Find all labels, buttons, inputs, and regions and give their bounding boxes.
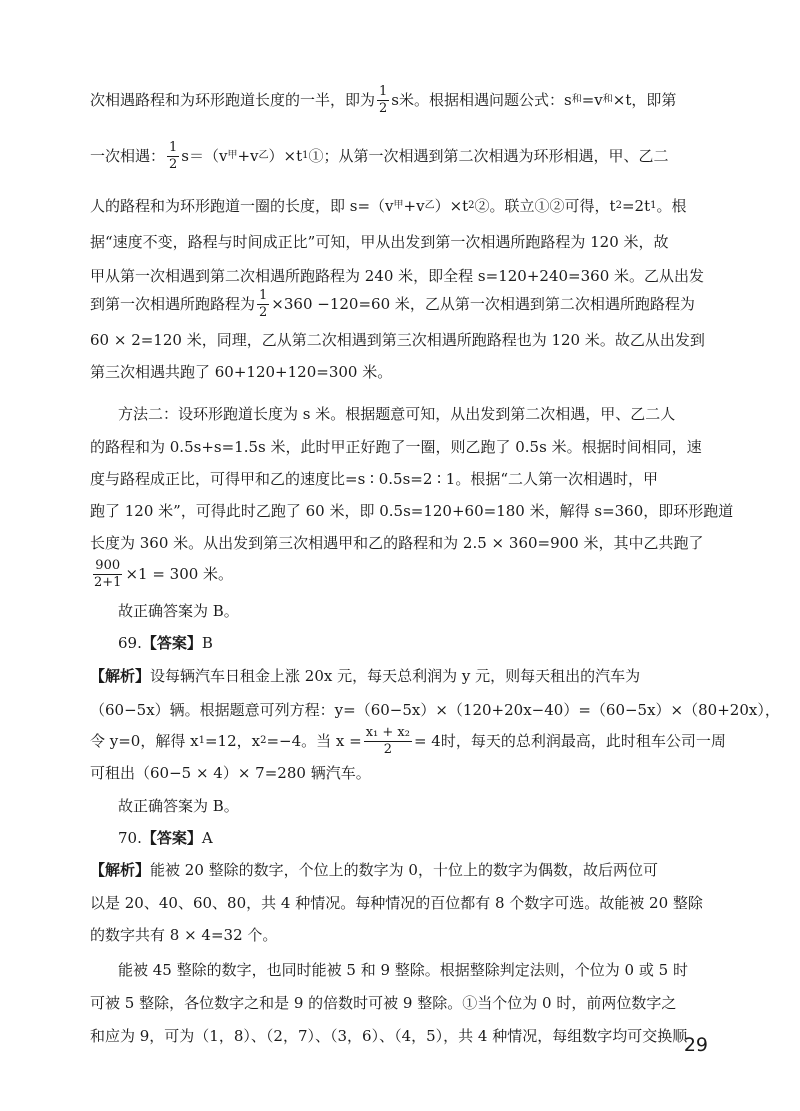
fraction bbox=[377, 84, 389, 117]
fraction-numerator: 1 bbox=[379, 83, 388, 99]
text-line bbox=[90, 74, 708, 126]
text-line: 的路程和为 0.5s+s=1.5s 米，此时甲正好跑了一圈，则乙跑了 0.5s 米。根据时间相同，速 bbox=[90, 438, 702, 456]
answer-label: 【答案】 bbox=[141, 634, 202, 652]
analysis-label: 【解析】 bbox=[90, 861, 151, 879]
text-span: 设每辆汽车日租金上涨 20x 元，每天总利润为 y 元，则每天租出的汽车为 bbox=[150, 667, 641, 685]
text-line: 能被 45 整除的数字，也同时能被 5 和 9 整除。根据整除判定法则，个位为 0 或 5 时 bbox=[118, 961, 688, 979]
fraction-denominator: 2+1 bbox=[94, 574, 122, 590]
fraction-denominator: 2 bbox=[379, 100, 388, 116]
subscript: 和 bbox=[602, 94, 613, 105]
subscript: 甲 bbox=[227, 150, 238, 161]
text-span: +v bbox=[237, 147, 259, 165]
fraction bbox=[167, 140, 179, 173]
text-span: s＝（v bbox=[181, 147, 228, 165]
subscript: 2 bbox=[468, 200, 475, 211]
text-line: 的数字共有 8 × 4=32 个。 bbox=[90, 926, 278, 944]
fraction-numerator: x₁ + x₂ bbox=[365, 724, 410, 740]
subscript: 和 bbox=[571, 94, 582, 105]
fraction-denominator: 2 bbox=[259, 304, 268, 320]
fraction-denominator: 2 bbox=[383, 741, 392, 757]
text-line: 和应为 9，可为（1，8）、（2，7）、（3，6）、（4，5），共 4 种情况，每组数字均可交换顺 bbox=[90, 1027, 688, 1045]
text-span: 能被 20 整除的数字，个位上的数字为 0，十位上的数字为偶数，故后两位可 bbox=[150, 861, 658, 879]
text-span: 令 y=0，解得 x bbox=[90, 732, 199, 750]
text-line: （60−5x）辆。根据题意可列方程：y=（60−5x）×（120+20x−40）=（60−5x）×（80+20x）， bbox=[90, 701, 780, 719]
subscript: 1 bbox=[198, 735, 205, 746]
text-line: 60 × 2=120 米，同理，乙从第二次相遇到第三次相遇所跑路程也为 120 米。故乙从出发到 bbox=[90, 331, 705, 349]
text-span: +v bbox=[403, 197, 425, 215]
subscript: 1 bbox=[650, 200, 657, 211]
analysis-label: 【解析】 bbox=[90, 667, 151, 685]
subscript: 1 bbox=[302, 150, 309, 161]
subscript: 乙 bbox=[424, 200, 435, 211]
text-span: s米。根据相遇问题公式：s bbox=[391, 91, 572, 109]
text-span: =−4。当 x = bbox=[266, 732, 362, 750]
text-span: ②。联立①②可得，t bbox=[474, 197, 616, 215]
text-line: 方法二：设环形跑道长度为 s 米。根据题意可知，从出发到第二次相遇，甲、乙二人 bbox=[118, 405, 676, 423]
text-line: 故正确答案为 B。 bbox=[118, 797, 239, 815]
text-span: =2t bbox=[621, 197, 651, 215]
question-number: 70. bbox=[118, 829, 142, 847]
text-span: ×t，即第 bbox=[612, 91, 677, 109]
text-span: 。根 bbox=[656, 197, 687, 215]
fraction bbox=[92, 558, 123, 591]
text-span: ）×t bbox=[434, 197, 469, 215]
subscript: 乙 bbox=[258, 150, 269, 161]
text-line: 长度为 360 米。从出发到第三次相遇甲和乙的路程和为 2.5 × 360=900 米，其中乙共跑了 bbox=[90, 534, 704, 552]
text-span: = 4时，每天的总利润最高，此时租车公司一周 bbox=[413, 732, 726, 750]
text-line: 第三次相遇共跑了 60+120+120=300 米。 bbox=[90, 363, 393, 381]
subscript: 甲 bbox=[393, 200, 404, 211]
text-span: 人的路程和为环形跑道一圈的长度，即 s=（v bbox=[90, 197, 394, 215]
answer-label: 【答案】 bbox=[141, 829, 202, 847]
text-line: 以是 20、40、60、80，共 4 种情况。每种情况的百位都有 8 个数字可选。故能被 20 整除 bbox=[90, 894, 703, 912]
fraction-denominator: 2 bbox=[169, 156, 178, 172]
subscript: 2 bbox=[615, 200, 622, 211]
text-line bbox=[90, 186, 708, 226]
text-line: 度与路程成正比，可得甲和乙的速度比=s ∶ 0.5s=2 ∶ 1。根据“二人第一次相遇时，甲 bbox=[90, 470, 659, 488]
fraction-numerator: 1 bbox=[259, 287, 268, 303]
fraction-numerator: 1 bbox=[169, 139, 178, 155]
question-number: 69. bbox=[118, 634, 142, 652]
text-span: 到第一次相遇所跑路程为 bbox=[90, 295, 256, 313]
text-span: ×360 −120=60 米，乙从第一次相遇到第二次相遇所跑路程为 bbox=[271, 295, 695, 313]
text-line bbox=[90, 130, 708, 182]
text-line: 可租出（60−5 × 4）× 7=280 辆汽车。 bbox=[90, 764, 371, 782]
text-span: =v bbox=[581, 91, 603, 109]
text-span: 一次相遇： bbox=[90, 147, 166, 165]
fraction-numerator: 900 bbox=[95, 557, 121, 573]
text-line: 故正确答案为 B。 bbox=[118, 602, 239, 620]
text-span: ×1 = 300 米。 bbox=[125, 565, 234, 583]
text-span: ①；从第一次相遇到第二次相遇为环形相遇，甲、乙二 bbox=[308, 147, 669, 165]
page-number: 29 bbox=[683, 1034, 708, 1056]
text-span: 次相遇路程和为环形跑道长度的一半，即为 bbox=[90, 91, 376, 109]
text-span: =12，x bbox=[204, 732, 261, 750]
text-line: 跑了 120 米”，可得此时乙跑了 60 米，即 0.5s=120+60=180 米，解得 s=360，即环形跑道 bbox=[90, 502, 734, 520]
text-line: 甲从第一次相遇到第二次相遇所跑路程为 240 米，即全程 s=120+240=360 米。乙从出发 bbox=[90, 267, 704, 285]
text-line: 据“速度不变，路程与时间成正比”可知，甲从出发到第一次相遇所跑路程为 120 米，故 bbox=[90, 233, 669, 251]
answer-value: B bbox=[201, 634, 213, 652]
answer-value: A bbox=[201, 829, 213, 847]
subscript: 2 bbox=[260, 735, 267, 746]
text-line: 可被 5 整除，各位数字之和是 9 的倍数时可被 9 整除。①当个位为 0 时，前两位数字之 bbox=[90, 994, 677, 1012]
text-span: ）×t bbox=[268, 147, 303, 165]
fraction bbox=[257, 288, 269, 321]
